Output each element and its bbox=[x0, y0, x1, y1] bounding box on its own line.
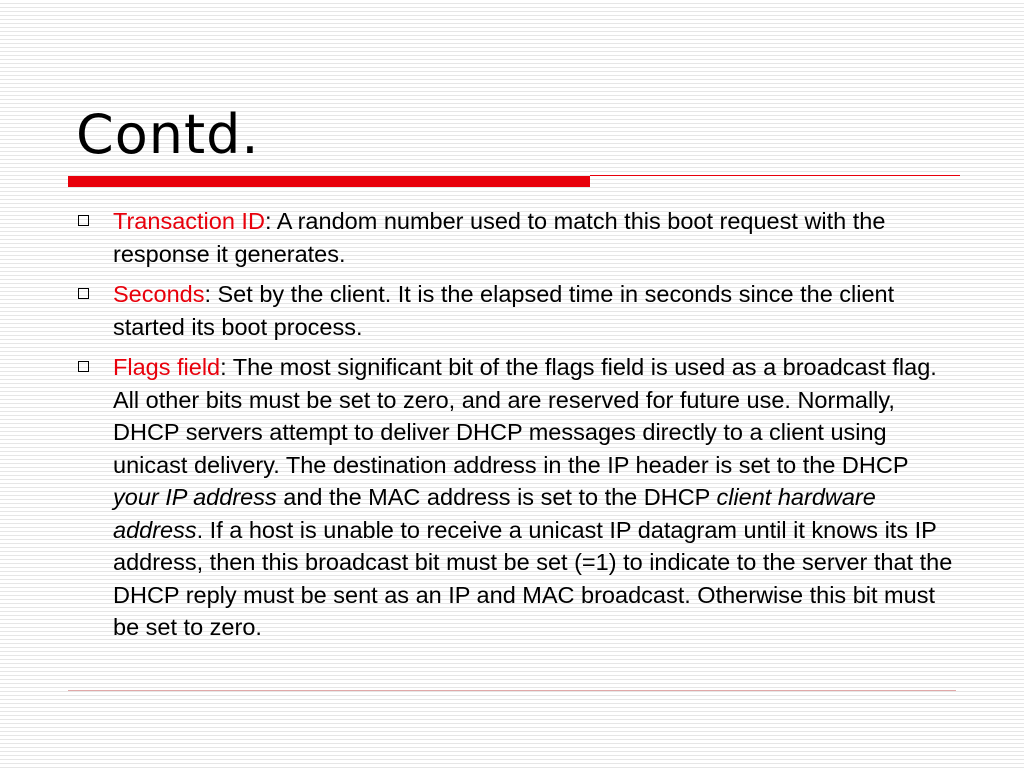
title-underline-rule bbox=[590, 175, 960, 176]
bullet-item-transaction-id bbox=[76, 205, 956, 270]
bullet-list bbox=[76, 205, 956, 652]
description-seconds: : Set by the client. It is the elapsed time in seconds since the client started its boot process. bbox=[113, 281, 895, 340]
bullet-item-flags-field bbox=[76, 351, 956, 644]
emphasis-your-ip-address: your IP address bbox=[113, 484, 277, 510]
term-flags-field: Flags field bbox=[113, 354, 221, 380]
description-flags-part-1: : The most significant bit of the flags field is used as a broadcast flag. All other bits must be set to zero, and are reserved for future use. Normally, DHCP servers attempt to deliver DHCP messages directly to a client using unicast delivery. The destination address in the IP header is set to the DHCP bbox=[113, 354, 937, 478]
footer-rule bbox=[68, 690, 956, 691]
square-bullet-icon bbox=[78, 361, 89, 372]
title-underline-bar bbox=[68, 176, 590, 187]
slide-title: Contd. bbox=[76, 103, 260, 166]
square-bullet-icon bbox=[78, 215, 89, 226]
square-bullet-icon bbox=[78, 288, 89, 299]
description-transaction-id: : A random number used to match this boot request with the response it generates. bbox=[113, 208, 886, 267]
term-transaction-id: Transaction ID bbox=[113, 208, 265, 234]
description-flags-part-3: . If a host is unable to receive a unicast IP datagram until it knows its IP address, then this broadcast bit must be set (=1) to indicate to the server that the DHCP reply must be sent as an IP and MAC broadcast. Otherwise this bit must be set to zero. bbox=[113, 516, 953, 640]
description-flags-part-2: and the MAC address is set to the DHCP bbox=[276, 484, 717, 510]
emphasis-client-hardware-address: client hardware address bbox=[113, 484, 876, 543]
term-seconds: Seconds bbox=[113, 281, 205, 307]
bullet-item-seconds bbox=[76, 278, 956, 343]
